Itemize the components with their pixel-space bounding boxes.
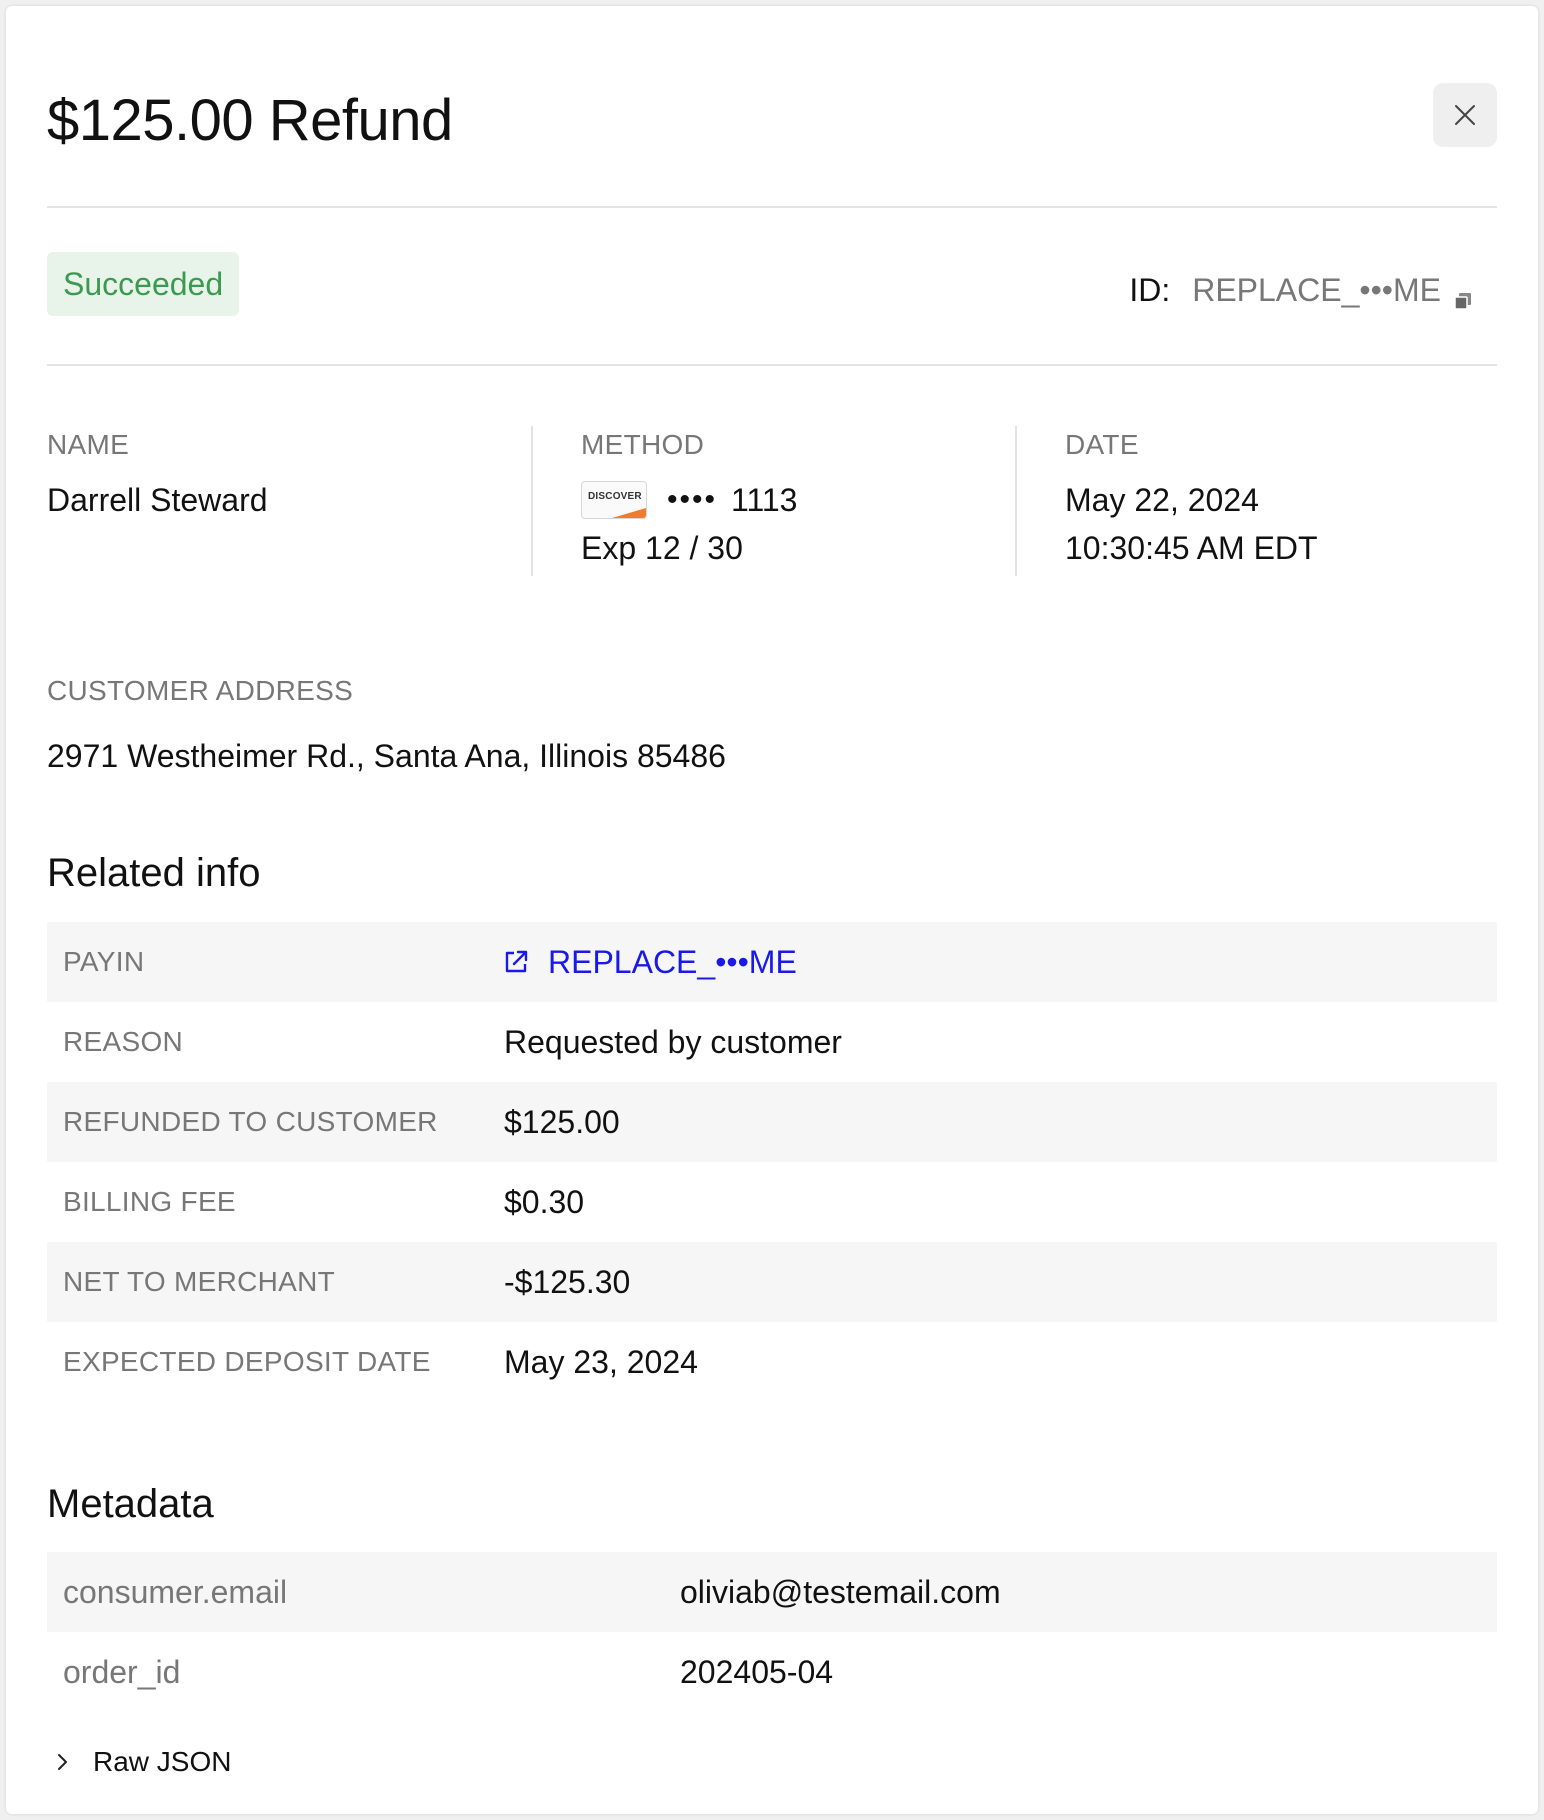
table-row	[47, 1162, 1497, 1242]
card-line	[581, 476, 1015, 524]
table-row	[47, 1002, 1497, 1082]
address-label: CUSTOMER ADDRESS	[47, 675, 354, 706]
card-expiry: Exp 12 / 30	[581, 530, 743, 566]
raw-json-label: Raw JSON	[93, 1746, 232, 1777]
row-key: REASON	[63, 1026, 184, 1057]
id-label: ID:	[1129, 272, 1171, 308]
close-button[interactable]	[1433, 83, 1497, 147]
refund-date: May 22, 2024	[1065, 482, 1259, 518]
name-label: NAME	[47, 429, 130, 460]
row-value: -$125.30	[504, 1264, 631, 1300]
card-last4: 1113	[731, 482, 798, 518]
status-bar	[47, 208, 1497, 366]
external-link-icon	[502, 948, 530, 976]
row-key: NET TO MERCHANT	[63, 1266, 336, 1297]
row-key: REFUNDED TO CUSTOMER	[63, 1106, 438, 1137]
row-key: consumer.email	[63, 1574, 288, 1610]
metadata-table	[47, 1552, 1497, 1712]
row-value: 202405-04	[680, 1654, 834, 1690]
table-row	[47, 1242, 1497, 1322]
customer-address	[47, 674, 726, 780]
name-column	[47, 426, 531, 576]
table-row	[47, 1082, 1497, 1162]
status-badge: Succeeded	[47, 252, 239, 316]
row-value: May 23, 2024	[504, 1344, 698, 1380]
close-icon	[1454, 104, 1476, 126]
method-column	[531, 426, 1015, 576]
refund-id	[1129, 270, 1473, 310]
summary-info	[47, 426, 1497, 576]
related-info-heading: Related info	[47, 851, 261, 895]
copy-icon[interactable]	[1453, 280, 1473, 300]
row-key: BILLING FEE	[63, 1186, 236, 1217]
raw-json-toggle[interactable]	[51, 1742, 231, 1782]
row-key: order_id	[63, 1654, 181, 1690]
row-value: Requested by customer	[504, 1024, 842, 1060]
customer-name: Darrell Steward	[47, 482, 268, 518]
row-value: $0.30	[504, 1184, 585, 1220]
table-row	[47, 1552, 1497, 1632]
date-label: DATE	[1065, 429, 1139, 460]
payin-id: REPLACE_•••ME	[548, 944, 797, 980]
row-value: $125.00	[504, 1104, 620, 1140]
row-value: oliviab@testemail.com	[680, 1574, 1001, 1610]
table-row	[47, 1632, 1497, 1712]
table-row	[47, 1322, 1497, 1402]
chevron-right-icon	[51, 1750, 75, 1774]
row-key: EXPECTED DEPOSIT DATE	[63, 1346, 431, 1377]
panel-header	[47, 6, 1497, 208]
metadata-heading: Metadata	[47, 1482, 214, 1526]
row-key: PAYIN	[63, 946, 145, 977]
payin-link[interactable]	[502, 922, 797, 1002]
refund-detail-panel	[6, 6, 1538, 1814]
address-value: 2971 Westheimer Rd., Santa Ana, Illinois 85486	[47, 738, 726, 774]
id-value: REPLACE_•••ME	[1192, 272, 1441, 308]
related-info-table	[47, 922, 1497, 1402]
card-mask: ••••	[667, 483, 718, 516]
page-title: $125.00 Refund	[47, 88, 453, 153]
date-column	[1015, 426, 1499, 576]
table-row	[47, 922, 1497, 1002]
discover-card-icon: DISCOVER	[581, 481, 647, 519]
method-label: METHOD	[581, 429, 705, 460]
refund-time: 10:30:45 AM EDT	[1065, 530, 1318, 566]
